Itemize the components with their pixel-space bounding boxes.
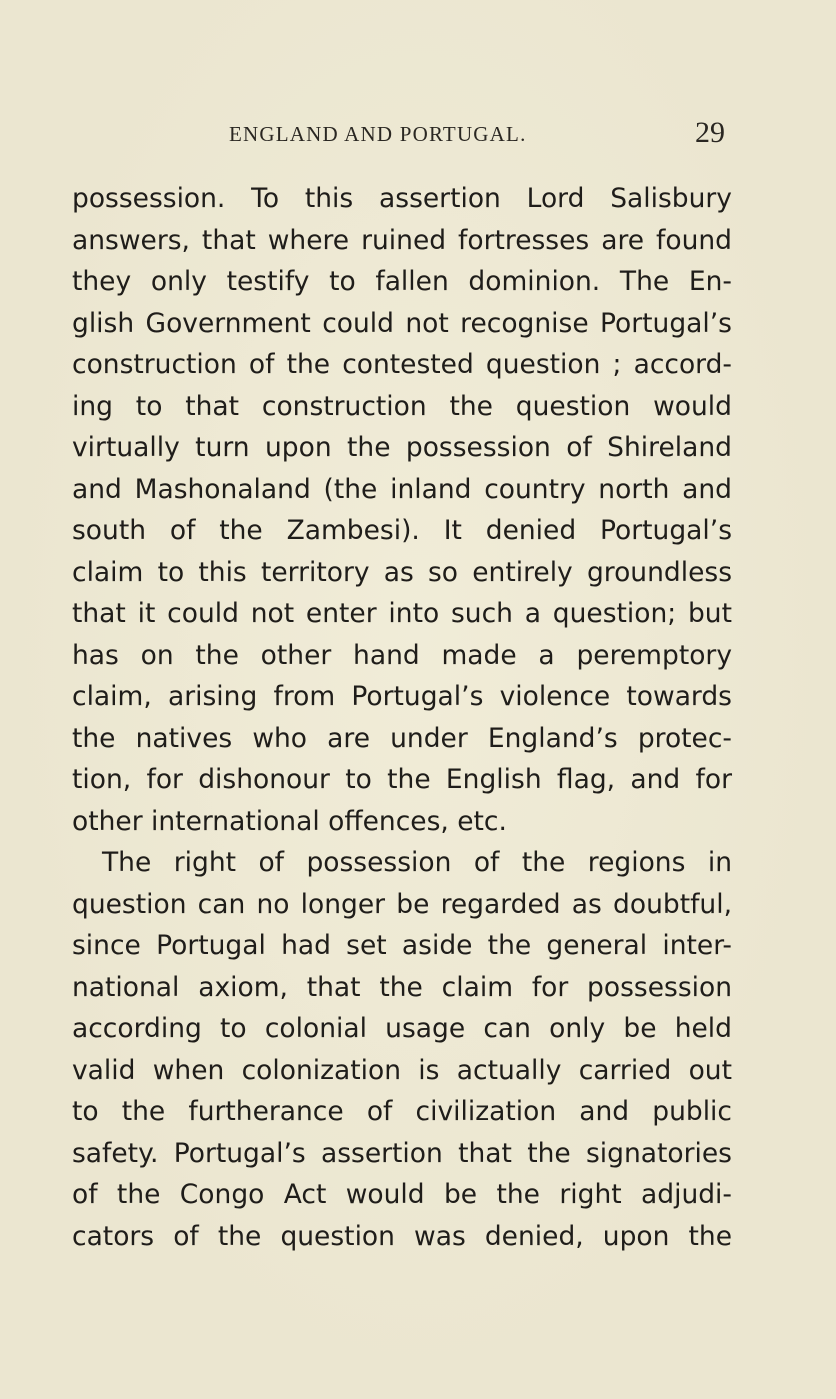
- text-line: glish Government could not recognise Portugal’s: [72, 307, 732, 339]
- text-line: tion, for dishonour to the English flag, and for: [72, 764, 732, 795]
- text-line: that it could not enter into such a question; but: [72, 598, 732, 629]
- text-line: to the furtherance of civilization and public: [72, 1096, 732, 1127]
- text-line: claim, arising from Portugal’s violence towards: [72, 681, 732, 712]
- text-line: The right of possession of the regions in: [102, 847, 732, 878]
- text-line: south of the Zambesi). It denied Portugal’s: [72, 515, 732, 546]
- text-line: they only testify to fallen dominion. The En-: [72, 266, 732, 297]
- text-line: national axiom, that the claim for possession: [72, 971, 732, 1003]
- text-line: since Portugal had set aside the general inter-: [72, 930, 732, 961]
- text-line: has on the other hand made a peremptory: [72, 639, 732, 671]
- text-line: answers, that where ruined fortresses are found: [72, 224, 732, 256]
- text-line: of the Congo Act would be the right adjudi-: [72, 1179, 732, 1210]
- running-title: ENGLAND AND PORTUGAL.: [229, 122, 527, 146]
- running-head: [0, 118, 836, 152]
- text-line: the natives who are under England’s protec-: [72, 722, 732, 754]
- body-text: [72, 178, 732, 1257]
- text-line: ing to that construction the question would: [72, 390, 732, 422]
- text-line: other international offences, etc.: [72, 805, 507, 837]
- text-line: valid when colonization is actually carried out: [72, 1054, 732, 1086]
- text-line: virtually turn upon the possession of Shireland: [72, 432, 732, 463]
- text-line: construction of the contested question ; accord-: [72, 349, 732, 380]
- text-line: claim to this territory as so entirely groundless: [72, 556, 732, 588]
- text-line: safety. Portugal’s assertion that the signatories: [72, 1137, 732, 1169]
- text-line: according to colonial usage can only be held: [72, 1013, 732, 1044]
- text-line: and Mashonaland (the inland country north and: [72, 473, 732, 505]
- page-number: 29: [695, 116, 725, 149]
- text-line: possession. To this assertion Lord Salisbury: [72, 183, 732, 214]
- text-line: question can no longer be regarded as doubtful,: [72, 888, 732, 920]
- text-line: cators of the question was denied, upon the: [72, 1220, 732, 1252]
